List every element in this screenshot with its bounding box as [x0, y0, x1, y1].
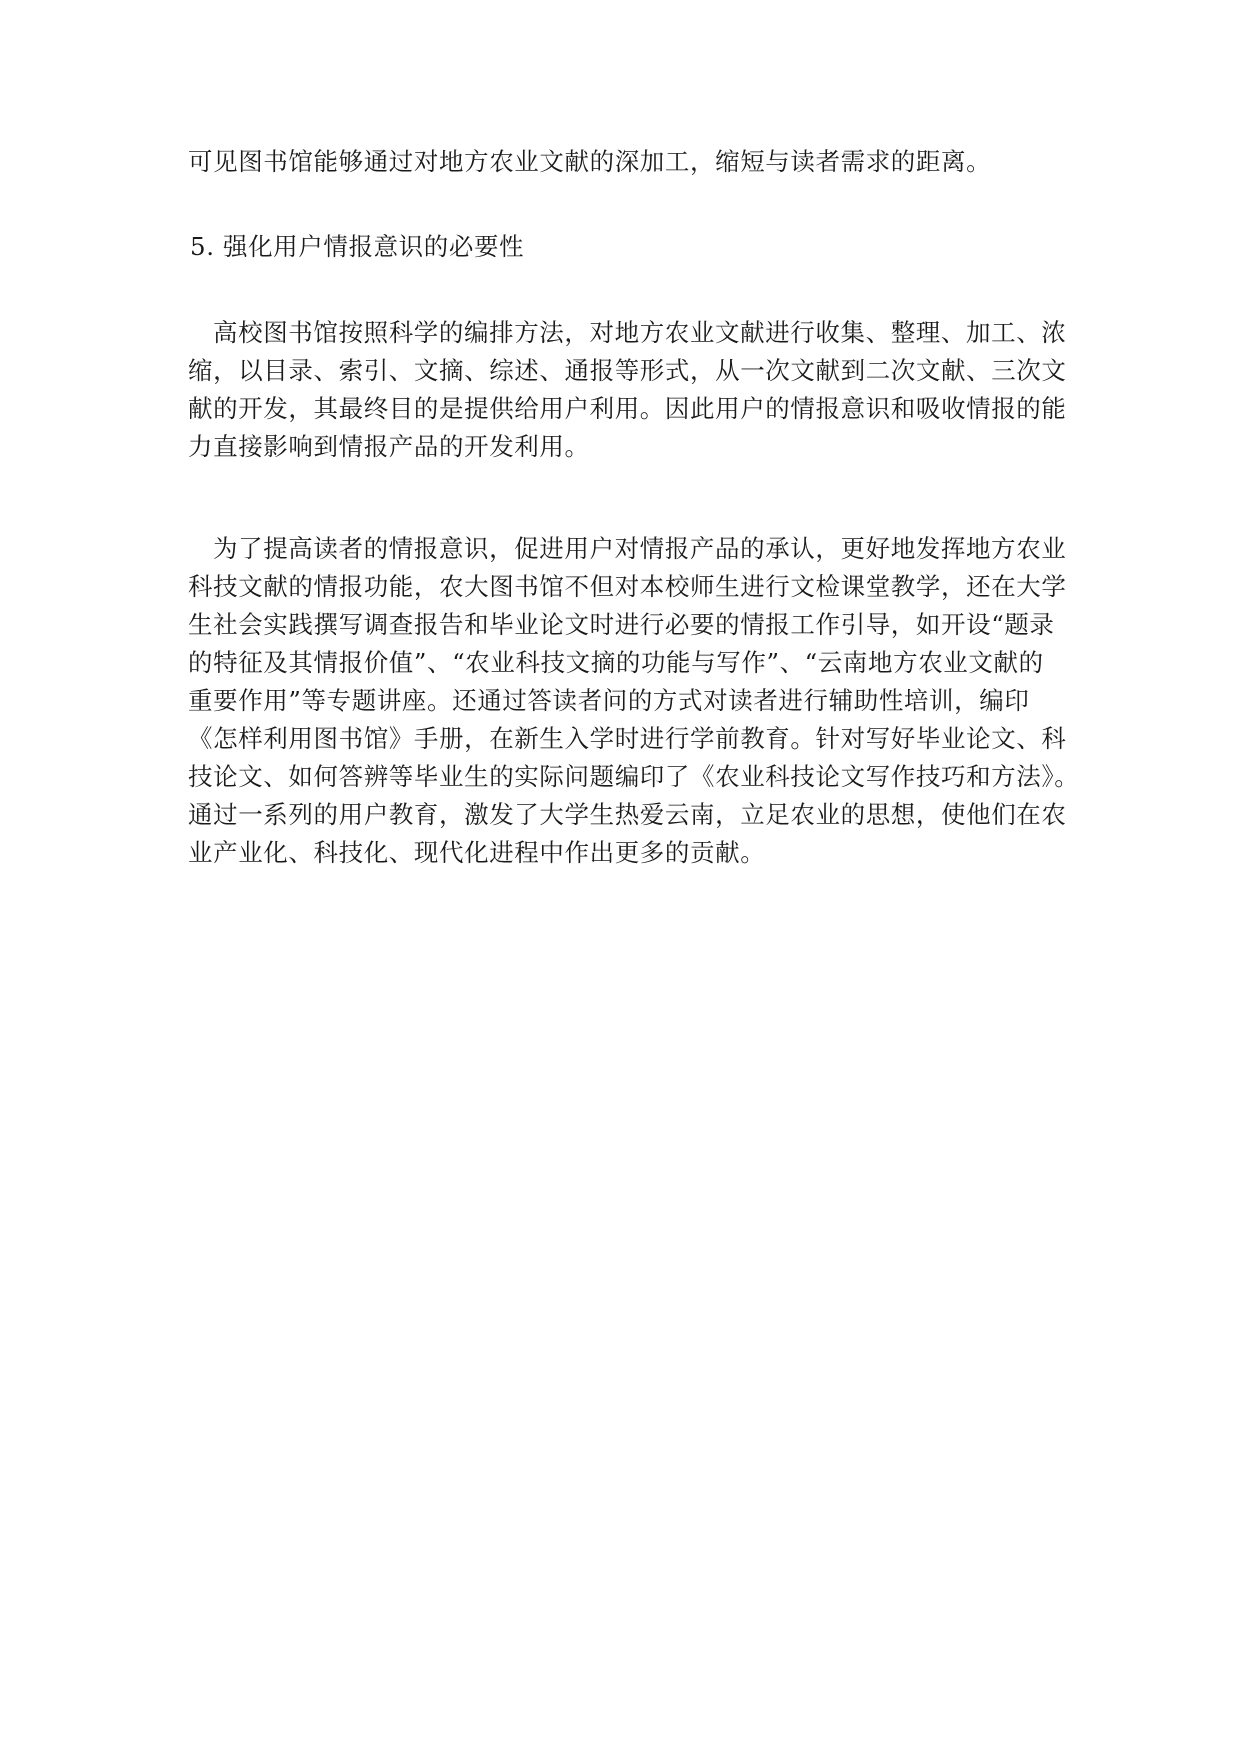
paragraph-line: 力直接影响到情报产品的开发利用。 — [188, 432, 590, 461]
paragraph-line: 通过一系列的用户教育，激发了大学生热爱云南，立足农业的思想，使他们在农 — [188, 800, 1067, 829]
paragraph-line: 技论文、如何答辨等毕业生的实际问题编印了《农业科技论文写作技巧和方法》。 — [188, 762, 1080, 791]
paragraph-line: 可见图书馆能够通过对地方农业文献的深加工，缩短与读者需求的距离。 — [188, 147, 992, 176]
paragraph-line: 生社会实践撰写调查报告和毕业论文时进行必要的情报工作引导，如开设“题录 — [188, 610, 1055, 639]
paragraph-line: 科技文献的情报功能，农大图书馆不但对本校师生进行文检课堂教学，还在大学 — [188, 572, 1067, 601]
paragraph-line: 缩，以目录、索引、文摘、综述、通报等形式，从一次文献到二次文献、三次文 — [188, 356, 1067, 385]
paragraph-line: 献的开发，其最终目的是提供给用户利用。因此用户的情报意识和吸收情报的能 — [188, 394, 1067, 423]
paragraph-line: 的特征及其情报价值”、“农业科技文摘的功能与写作”、“云南地方农业文献的 — [188, 648, 1044, 677]
paragraph-line: 高校图书馆按照科学的编排方法，对地方农业文献进行收集、整理、加工、浓 — [213, 318, 1067, 347]
paragraph-line: 《怎样利用图书馆》手册，在新生入学时进行学前教育。针对写好毕业论文、科 — [188, 724, 1067, 753]
paragraph-line: 为了提高读者的情报意识，促进用户对情报产品的承认，更好地发挥地方农业 — [213, 534, 1067, 563]
paragraph-line: 业产业化、科技化、现代化进程中作出更多的贡献。 — [188, 838, 766, 867]
section-heading: 5. 强化用户情报意识的必要性 — [190, 232, 525, 261]
paragraph-line: 重要作用”等专题讲座。还通过答读者问的方式对读者进行辅助性培训，编印 — [188, 686, 1030, 715]
